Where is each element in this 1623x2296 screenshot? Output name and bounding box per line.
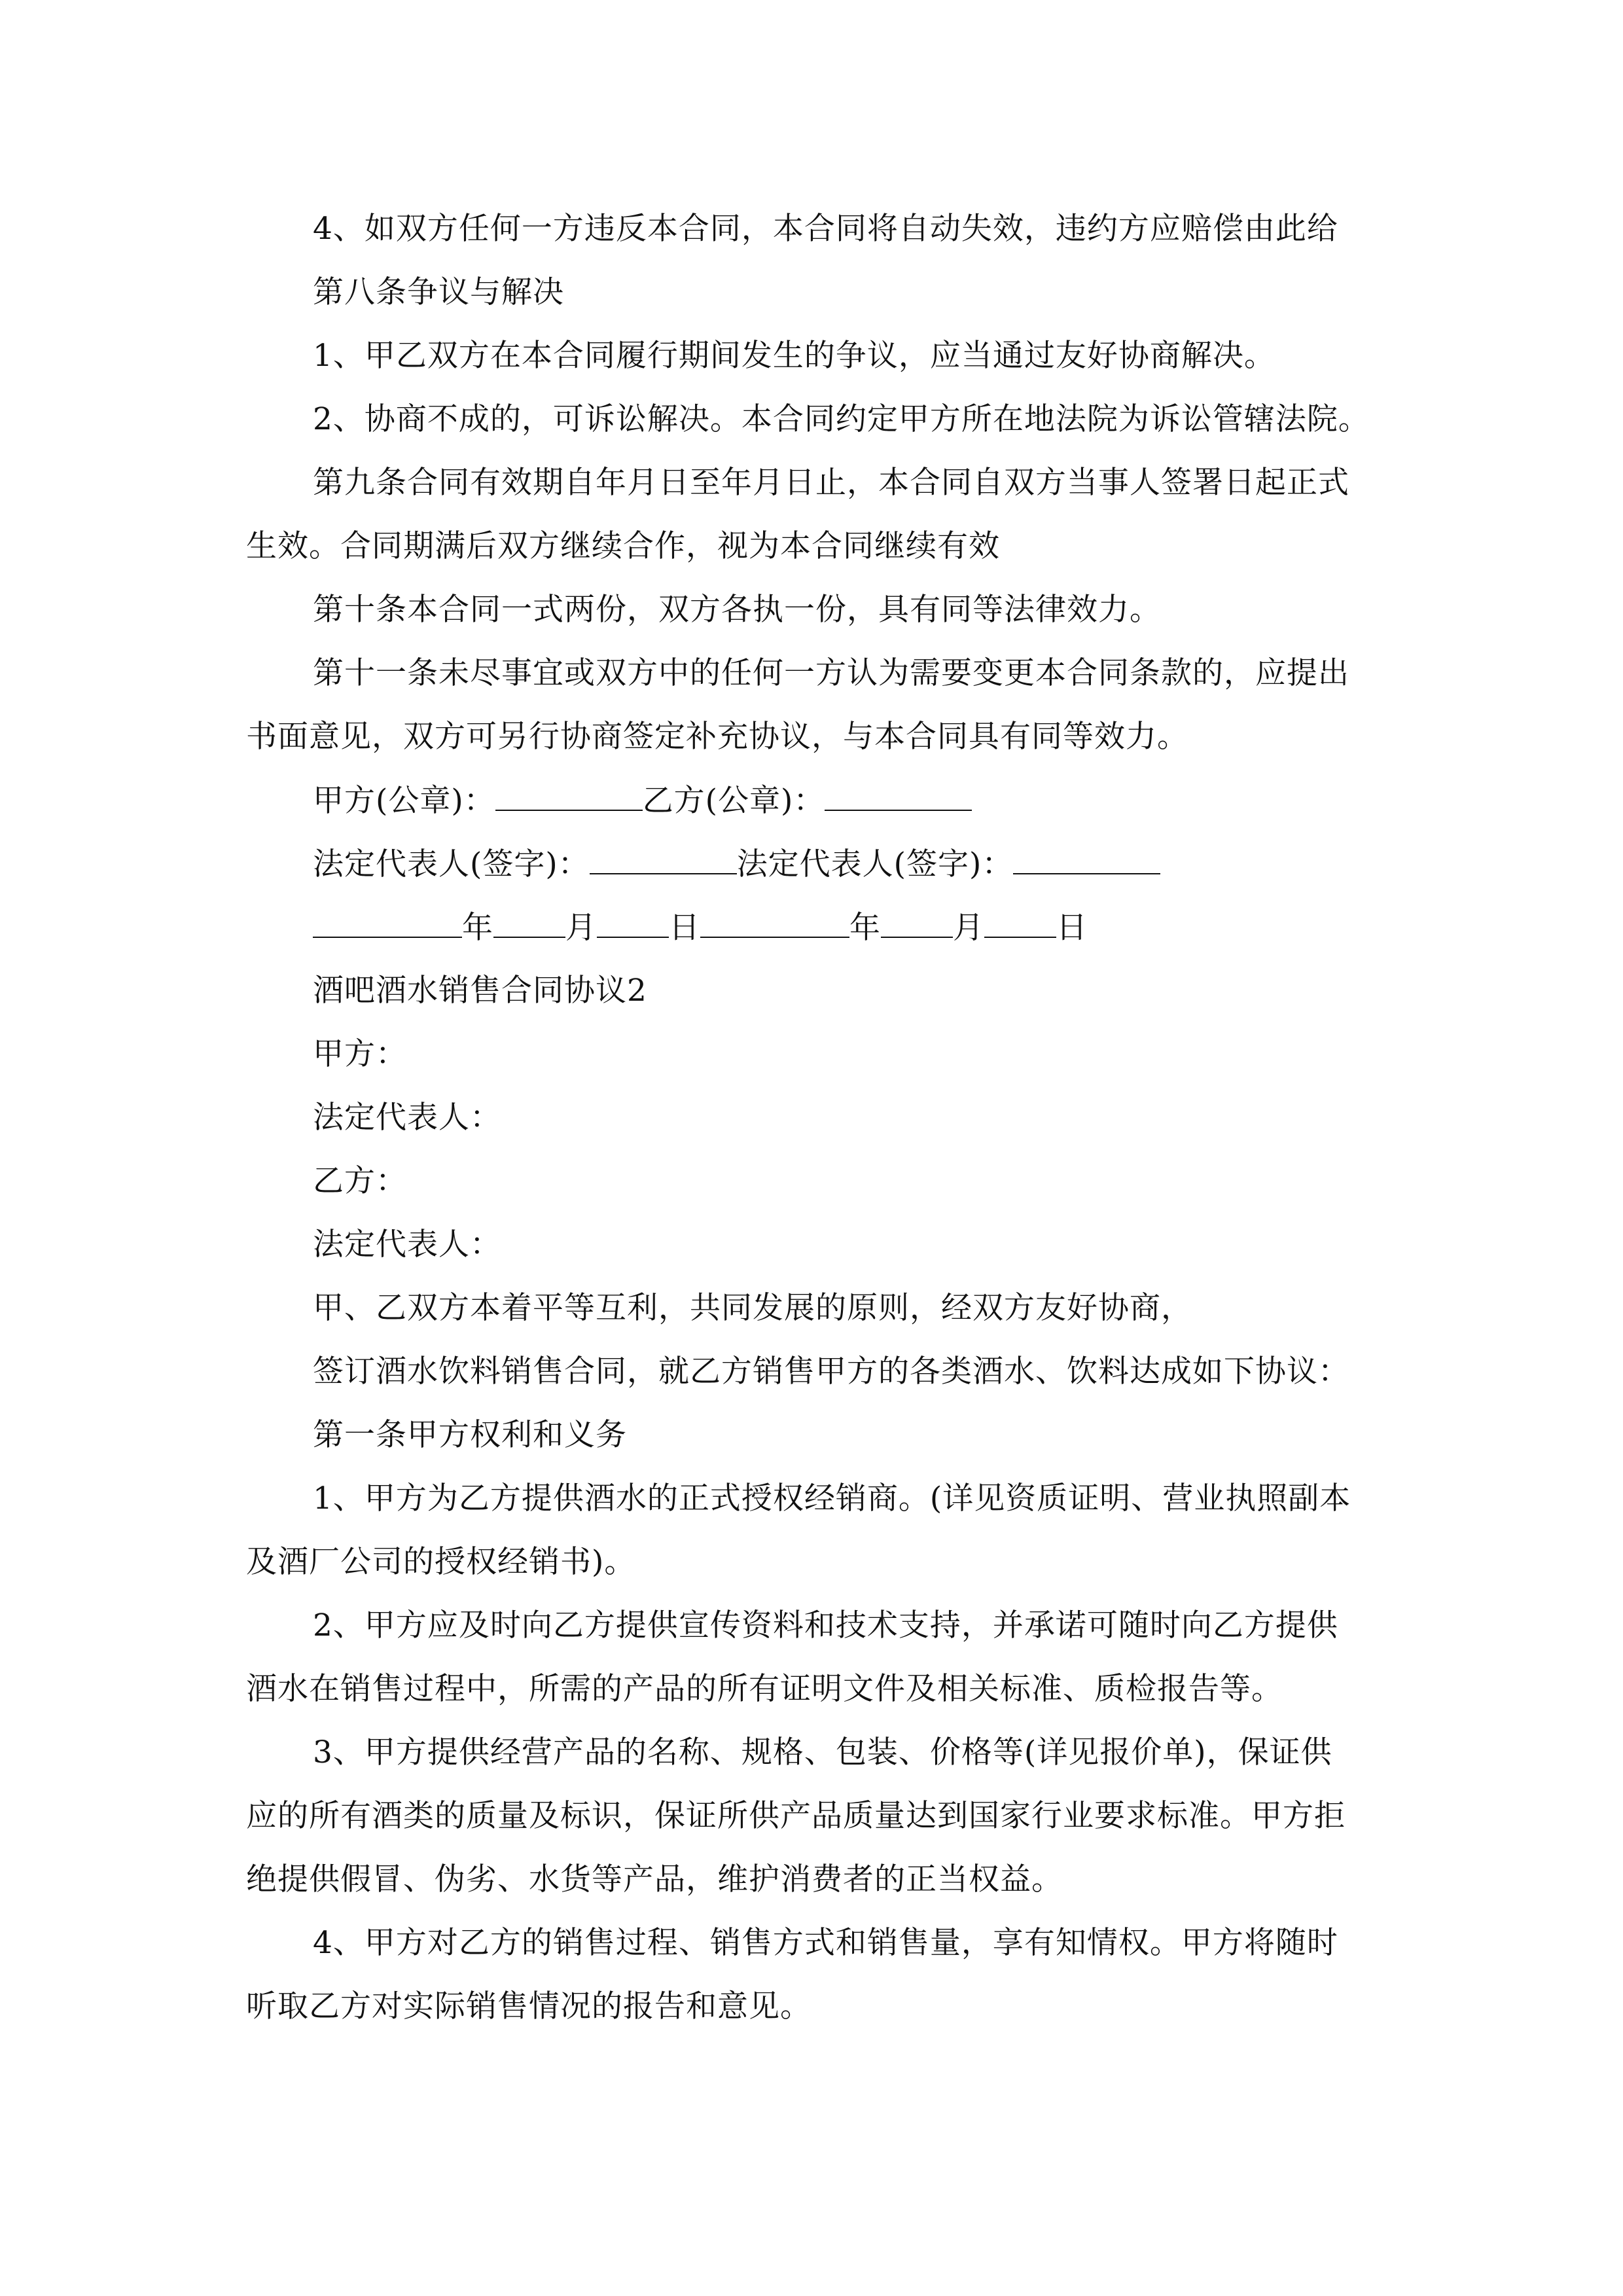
article-1-item-1-line-2: 及酒厂公司的授权经销书)。 <box>246 1544 636 1580</box>
article-1-item-2-line-1: 2、甲方应及时向乙方提供宣传资料和技术支持，并承诺可随时向乙方提供 <box>313 1607 1338 1643</box>
rep-sign-a-label: 法定代表人(签字)： <box>313 846 590 882</box>
clause-10: 第十条本合同一式两份，双方各执一份，具有同等法律效力。 <box>313 592 1161 628</box>
clause-8-item-2: 2、协商不成的，可诉讼解决。本合同约定甲方所在地法院为诉讼管辖法院。 <box>313 401 1370 437</box>
party-a-seal-label: 甲方(公章)： <box>313 783 495 819</box>
year-a-label: 年 <box>462 910 493 946</box>
clause-11-line-1: 第十一条未尽事宜或双方中的任何一方认为需要变更本合同条款的，应提出 <box>313 655 1349 691</box>
rep-sign-b-label: 法定代表人(签字)： <box>736 846 1014 882</box>
year-b-label: 年 <box>849 910 881 946</box>
rep-sign-b-blank <box>1013 844 1160 874</box>
party-a-seal-blank <box>495 781 643 811</box>
party-b-seal-label: 乙方(公章)： <box>642 783 825 819</box>
clause-7-item-4: 4、如双方任何一方违反本合同，本合同将自动失效，违约方应赔偿由此给 <box>313 211 1338 247</box>
article-1-item-3-line-2: 应的所有酒类的质量及标识，保证所供产品质量达到国家行业要求标准。甲方拒 <box>246 1798 1346 1834</box>
rep-signature-line <box>313 844 1160 884</box>
month-a-label: 月 <box>565 910 597 946</box>
article-1-heading: 第一条甲方权利和义务 <box>313 1417 627 1453</box>
preamble-line-2: 签订酒水饮料销售合同，就乙方销售甲方的各类酒水、饮料达成如下协议： <box>313 1354 1349 1390</box>
clause-11-line-2: 书面意见，双方可另行协商签定补充协议，与本合同具有同等效力。 <box>246 719 1188 755</box>
article-1-item-1-line-1: 1、甲方为乙方提供酒水的正式授权经销商。(详见资质证明、营业执照副本 <box>313 1480 1351 1516</box>
year-b-blank <box>700 908 849 938</box>
party-a-label: 甲方： <box>313 1036 407 1072</box>
party-b-rep-label: 法定代表人： <box>313 1227 501 1263</box>
article-1-item-3-line-1: 3、甲方提供经营产品的名称、规格、包装、价格等(详见报价单)，保证供 <box>313 1734 1332 1770</box>
day-a-label: 日 <box>669 910 700 946</box>
month-b-label: 月 <box>953 910 984 946</box>
month-b-blank <box>881 908 953 938</box>
day-a-blank <box>597 908 669 938</box>
month-a-blank <box>493 908 565 938</box>
preamble-line-1: 甲、乙双方本着平等互利，共同发展的原则，经双方友好协商， <box>313 1290 1192 1326</box>
clause-9-line-2: 生效。合同期满后双方继续合作，视为本合同继续有效 <box>246 528 1000 564</box>
day-b-label: 日 <box>1056 910 1088 946</box>
seal-line <box>313 781 972 821</box>
party-b-seal-blank <box>825 781 972 811</box>
article-1-item-2-line-2: 酒水在销售过程中，所需的产品的所有证明文件及相关标准、质检报告等。 <box>246 1671 1283 1707</box>
second-agreement-title: 酒吧酒水销售合同协议2 <box>313 973 647 1009</box>
party-b-label: 乙方： <box>313 1163 407 1199</box>
clause-8-item-1: 1、甲乙双方在本合同履行期间发生的争议，应当通过友好协商解决。 <box>313 338 1275 374</box>
date-line <box>313 908 1088 948</box>
clause-9-line-1: 第九条合同有效期自年月日至年月日止，本合同自双方当事人签署日起正式 <box>313 465 1349 501</box>
clause-8-heading: 第八条争议与解决 <box>313 274 564 310</box>
party-a-rep-label: 法定代表人： <box>313 1100 501 1136</box>
article-1-item-3-line-3: 绝提供假冒、伪劣、水货等产品，维护消费者的正当权益。 <box>246 1861 1063 1897</box>
rep-sign-a-blank <box>590 844 737 874</box>
article-1-item-4-line-2: 听取乙方对实际销售情况的报告和意见。 <box>246 1988 812 2024</box>
article-1-item-4-line-1: 4、甲方对乙方的销售过程、销售方式和销售量，享有知情权。甲方将随时 <box>313 1925 1338 1961</box>
day-b-blank <box>984 908 1056 938</box>
year-a-blank <box>313 908 462 938</box>
